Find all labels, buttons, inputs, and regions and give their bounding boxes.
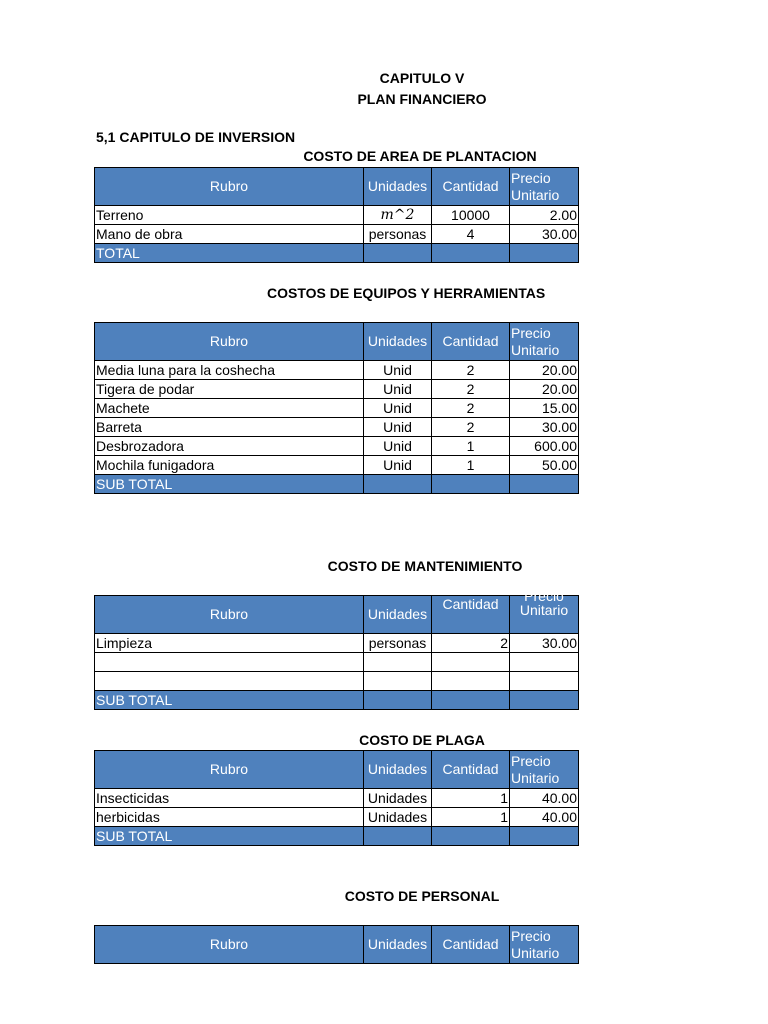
cell-precio: 30.00: [510, 634, 579, 653]
subtotal-label: SUB TOTAL: [95, 691, 364, 710]
header-precio: Precio Unitario: [510, 168, 579, 206]
header-cantidad: Cantidad: [432, 596, 510, 634]
cell-unidades: Unidades: [364, 789, 432, 808]
header-unidades: Unidades: [364, 596, 432, 634]
cell-cantidad: 1: [432, 789, 510, 808]
header-precio: Precio Unitario: [510, 596, 579, 634]
table-row: [95, 399, 579, 418]
cell-precio: 30.00: [510, 418, 579, 437]
cell-cantidad: 2: [432, 399, 510, 418]
cell-rubro: Tigera de podar: [95, 380, 364, 399]
cell-unidades: Unid: [364, 437, 432, 456]
table-row: [95, 206, 579, 225]
subtotal-row: [95, 691, 579, 710]
subtotal-row: [95, 475, 579, 494]
area-title: COSTO DE AREA DE PLANTACION: [303, 148, 537, 164]
subtotal-label: SUB TOTAL: [95, 475, 364, 494]
cell-cantidad: 2: [432, 418, 510, 437]
equipos-table: [94, 322, 579, 494]
plaga-table: [94, 750, 579, 846]
header-rubro: Rubro: [95, 926, 364, 964]
cell-unidades: personas: [364, 634, 432, 653]
cell-cantidad: 2: [432, 380, 510, 399]
cell-rubro: Insecticidas: [95, 789, 364, 808]
plan-heading: PLAN FINANCIERO: [357, 91, 487, 107]
table-row: [95, 380, 579, 399]
section-heading: 5,1 CAPITULO DE INVERSION: [96, 129, 296, 145]
header-row: [95, 323, 579, 361]
header-precio: Precio Unitario: [510, 751, 579, 789]
table-row: [95, 653, 579, 672]
cell-precio: 40.00: [510, 789, 579, 808]
plaga-title: COSTO DE PLAGA: [359, 732, 485, 748]
table-row: [95, 634, 579, 653]
table-row: [95, 789, 579, 808]
table-row: [95, 456, 579, 475]
cell-precio: 600.00: [510, 437, 579, 456]
cell-rubro: Mochila funigadora: [95, 456, 364, 475]
cell-rubro: herbicidas: [95, 808, 364, 827]
subtotal-label: SUB TOTAL: [95, 827, 364, 846]
cell-cantidad: 1: [432, 456, 510, 475]
total-label: TOTAL: [95, 244, 364, 263]
cell-unidades: Unid: [364, 399, 432, 418]
header-precio: Precio Unitario: [510, 926, 579, 964]
header-row: [95, 596, 579, 634]
header-cantidad: Cantidad: [432, 926, 510, 964]
table-row: [95, 225, 579, 244]
header-cantidad: Cantidad: [432, 168, 510, 206]
header-rubro: Rubro: [95, 168, 364, 206]
header-row: [95, 168, 579, 206]
cell-unidades: Unid: [364, 456, 432, 475]
cell-precio: 15.00: [510, 399, 579, 418]
cell-precio: 20.00: [510, 361, 579, 380]
table-row: [95, 361, 579, 380]
cell-precio: 2.00: [510, 206, 579, 225]
cell-rubro: Mano de obra: [95, 225, 364, 244]
header-precio: Precio Unitario: [510, 323, 579, 361]
cell-rubro: Media luna para la coshecha: [95, 361, 364, 380]
header-unidades: Unidades: [364, 926, 432, 964]
header-unidades: Unidades: [364, 323, 432, 361]
header-row: [95, 751, 579, 789]
cell-precio: 50.00: [510, 456, 579, 475]
cell-rubro: Terreno: [95, 206, 364, 225]
chapter-heading: CAPITULO V: [379, 70, 465, 86]
header-row: [95, 926, 579, 964]
personal-table: [94, 925, 579, 964]
mantenimiento-title: COSTO DE MANTENIMIENTO: [327, 558, 523, 574]
cell-cantidad: 2: [432, 634, 510, 653]
cell-rubro: Barreta: [95, 418, 364, 437]
cell-unidades: Unid: [364, 380, 432, 399]
equipos-title: COSTOS DE EQUIPOS Y HERRAMIENTAS: [267, 285, 546, 301]
table-row: [95, 418, 579, 437]
header-unidades: Unidades: [364, 751, 432, 789]
cell-cantidad: 10000: [432, 206, 510, 225]
cell-rubro: Machete: [95, 399, 364, 418]
cell-unidades: personas: [364, 225, 432, 244]
mantenimiento-table: [94, 588, 579, 710]
table-row: [95, 437, 579, 456]
header-cantidad: Cantidad: [432, 751, 510, 789]
area-table: [94, 167, 579, 263]
personal-title: COSTO DE PERSONAL: [344, 888, 500, 904]
cell-precio: 30.00: [510, 225, 579, 244]
cell-unidades: Unidades: [364, 808, 432, 827]
cell-cantidad: 4: [432, 225, 510, 244]
subtotal-row: [95, 827, 579, 846]
cell-rubro: Desbrozadora: [95, 437, 364, 456]
cell-precio: 20.00: [510, 380, 579, 399]
header-rubro: Rubro: [95, 596, 364, 634]
cell-precio: 40.00: [510, 808, 579, 827]
header-rubro: Rubro: [95, 323, 364, 361]
header-unidades: Unidades: [364, 168, 432, 206]
cell-cantidad: 1: [432, 437, 510, 456]
total-row: [95, 244, 579, 263]
cell-cantidad: 2: [432, 361, 510, 380]
cell-cantidad: 1: [432, 808, 510, 827]
cell-rubro: Limpieza: [95, 634, 364, 653]
cell-unidades: m^2: [364, 206, 432, 225]
header-rubro: Rubro: [95, 751, 364, 789]
table-row: [95, 672, 579, 691]
cell-unidades: Unid: [364, 418, 432, 437]
cell-unidades: Unid: [364, 361, 432, 380]
table-row: [95, 808, 579, 827]
header-cantidad: Cantidad: [432, 323, 510, 361]
